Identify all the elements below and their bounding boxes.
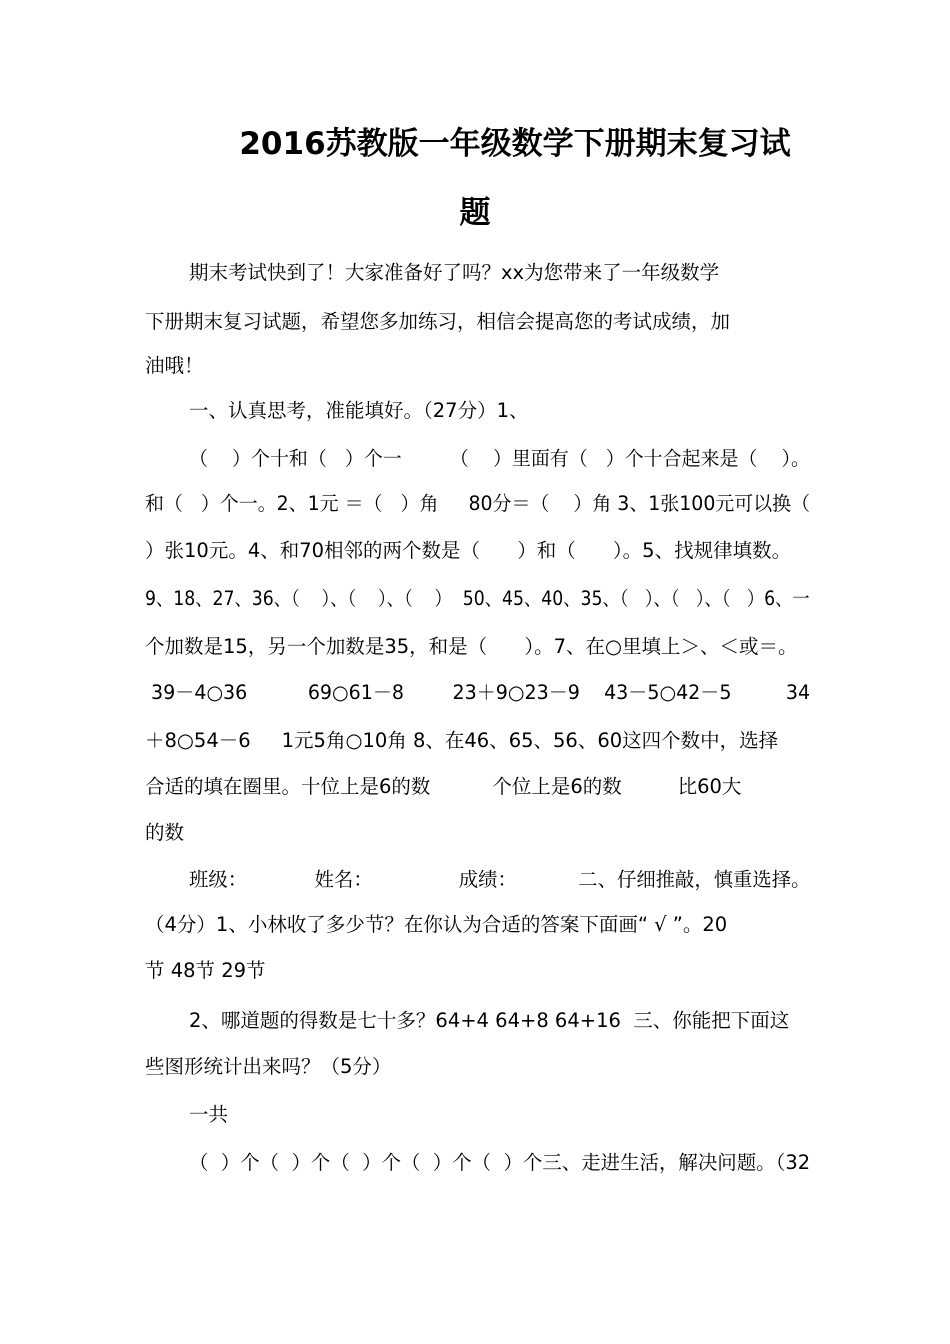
question-line: ＋8○54－6 1元5角○10角 8、在46、65、56、60这四个数中，选择 (145, 729, 779, 752)
question-line: 一共 (189, 1103, 229, 1126)
question-line: （4分）1、小林收了多少节？在你认为合适的答案下面画“ √ ”。20 (145, 913, 728, 936)
intro-line-1: 期末考试快到了！大家准备好了吗？xx为您带来了一年级数学 (189, 261, 720, 284)
question-line: （ ）个十和（ ）个一 （ ）里面有（ ）个十合起来是（ ）。 (189, 447, 810, 470)
question-line: 的数 (145, 821, 185, 844)
info-and-section-2-line: 班级： 姓名： 成绩： 二、仔细推敲，慎重选择。 (189, 868, 811, 891)
question-line: 个加数是15，另一个加数是35，和是（ ）。7、在○里填上＞、＜或＝。 (145, 635, 798, 658)
question-line: 和（ ）个一。2、1元 ＝（ ）角 80分＝（ ）角 3、1张100元可以换（ (145, 492, 811, 515)
intro-line-3: 油哦！ (145, 354, 204, 377)
question-line: 39－4○36 69○61－8 23＋9○23－9 43－5○42－5 34 (145, 681, 811, 704)
question-line: 9、18、27、36、（ ）、（ ）、（ ） 50、45、40、35、（ ）、（ ）、（ ）6、一 (145, 587, 810, 610)
question-line: （ ）个（ ）个（ ）个（ ）个（ ）个三、走进生活，解决问题。（32 (189, 1151, 811, 1174)
document-title-line-2: 题 (459, 195, 491, 231)
question-line: ）张10元。4、和70相邻的两个数是（ ）和（ ）。5、找规律填数。 (145, 539, 792, 562)
question-line: 些图形统计出来吗？（5分） (145, 1055, 392, 1078)
question-line: 节 48节 29节 (145, 959, 266, 982)
question-line: 合适的填在圈里。十位上是6的数 个位上是6的数 比60大 (145, 775, 742, 798)
question-line: 2、哪道题的得数是七十多？64+4 64+8 64+16 三、你能把下面这 (189, 1009, 790, 1032)
document-title-line-1: 2016苏教版一年级数学下册期末复习试 (239, 126, 791, 162)
section-1-heading: 一、认真思考，准能填好。（27分）1、 (189, 399, 529, 422)
intro-line-2: 下册期末复习试题，希望您多加练习，相信会提高您的考试成绩，加 (145, 310, 731, 333)
